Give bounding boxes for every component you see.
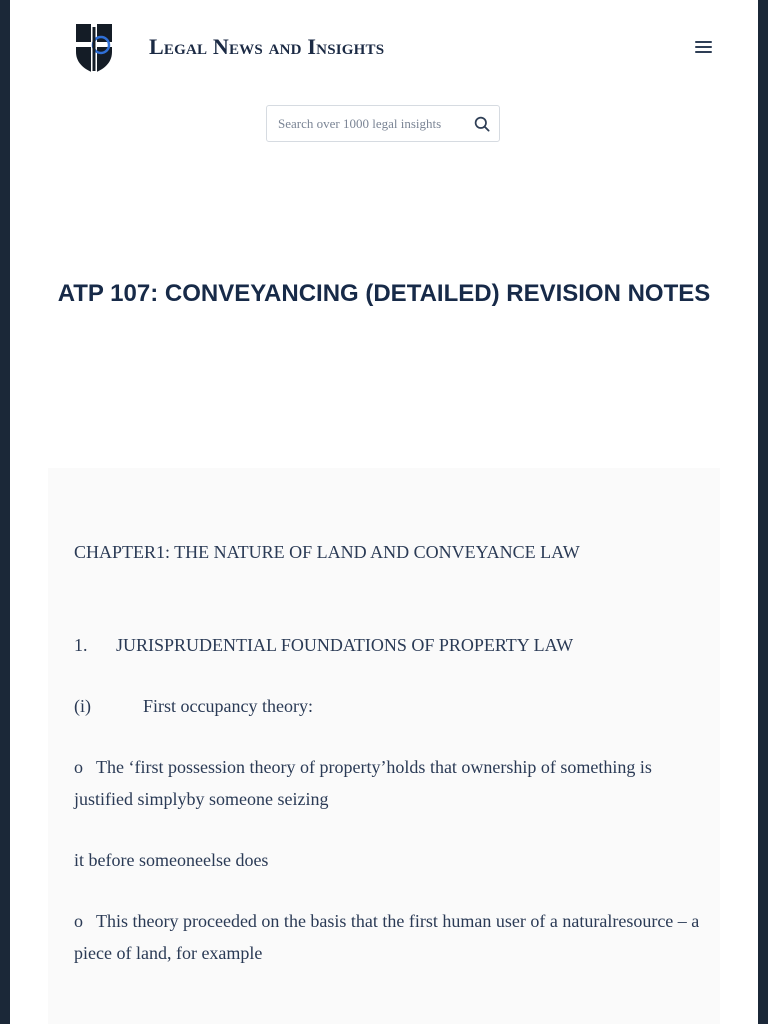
menu-bar-bottom: [695, 51, 712, 53]
menu-bar-top: [695, 41, 712, 43]
hamburger-menu-icon[interactable]: [694, 38, 714, 58]
bullet-text: The ‘first possession theory of property’holds that ownership of something is justified simplyby someone seizing: [74, 757, 652, 809]
shield-logo-icon[interactable]: [74, 22, 114, 74]
subsection-number: (i): [74, 696, 91, 716]
post-title: ATP 107: CONVEYANCING (DETAILED) REVISION NOTES: [57, 280, 711, 307]
bullet-marker: o: [74, 911, 83, 931]
page: [10, 0, 758, 1024]
site-title[interactable]: Legal News and Insights: [149, 34, 385, 59]
subsection-title: First occupancy theory:: [143, 696, 313, 716]
section-number: 1.: [74, 635, 88, 655]
search-box: [266, 105, 500, 142]
bullet-paragraph-1: [74, 751, 704, 815]
bullet-text: This theory proceeded on the basis that the first human user of a naturalresource – a piece of land, for example: [74, 911, 700, 963]
bullet-paragraph-2: [74, 905, 704, 969]
bullet-marker: o: [74, 757, 83, 777]
site-header: [10, 0, 758, 96]
menu-bar-middle: [695, 46, 712, 48]
subsection-heading: [74, 690, 704, 722]
chapter-heading: CHAPTER1: THE NATURE OF LAND AND CONVEYANCE LAW: [74, 542, 580, 562]
search-icon[interactable]: [474, 116, 490, 132]
search-input[interactable]: [267, 106, 463, 141]
section-title: JURISPRUDENTIAL FOUNDATIONS OF PROPERTY LAW: [116, 635, 574, 655]
continuation-paragraph: it before someoneelse does: [74, 850, 269, 870]
section-heading: [74, 629, 704, 661]
